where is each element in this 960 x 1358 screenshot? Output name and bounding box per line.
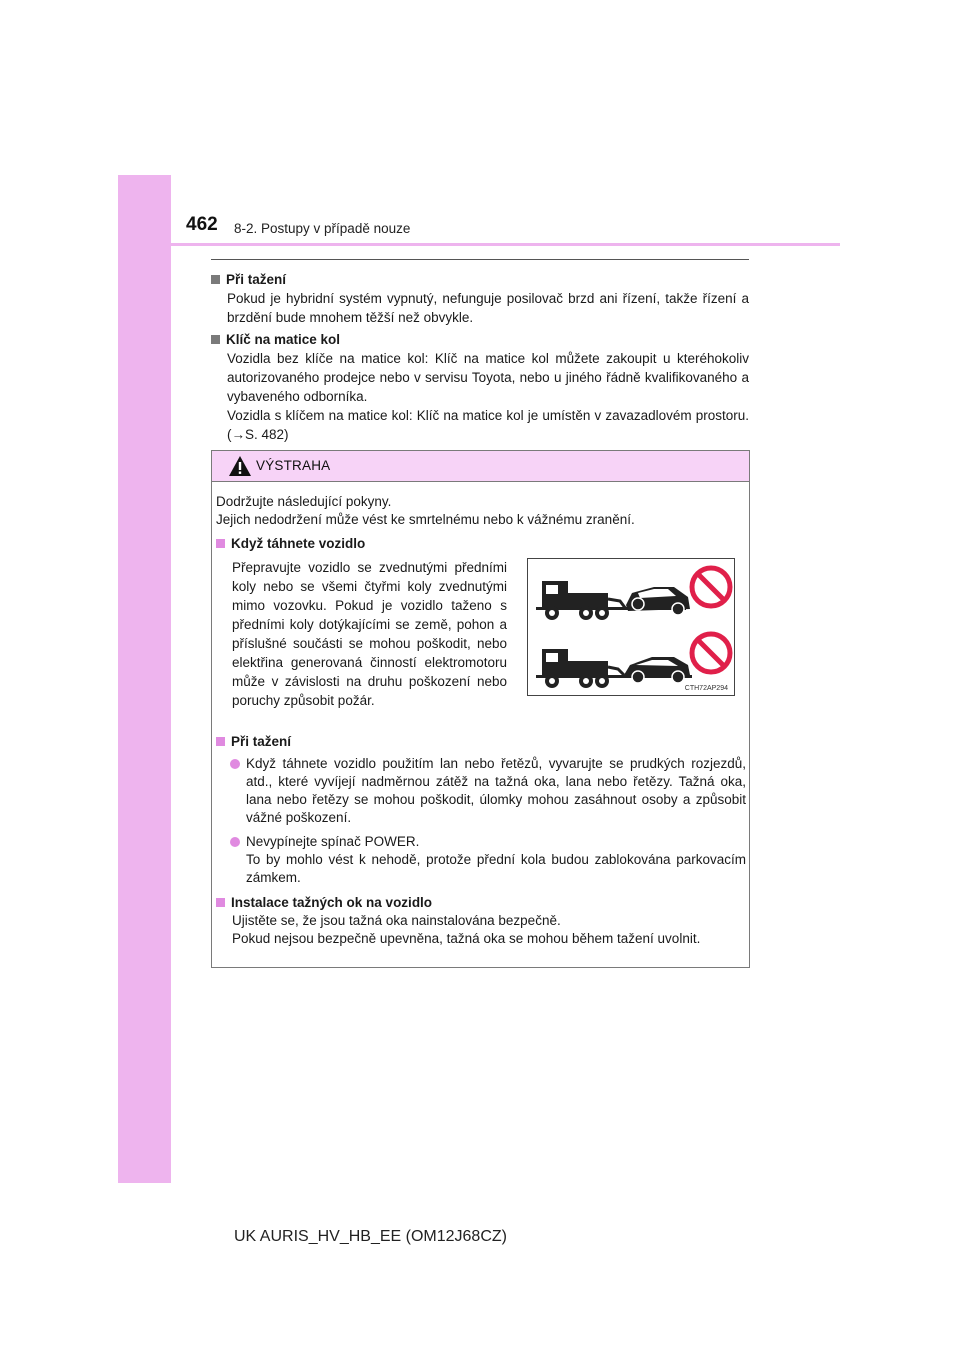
para-eyelets-2: Pokud nejsou bezpečně upevněna, tažná oka se mohou během tažení uvolnit.	[232, 931, 701, 946]
square-bullet-icon	[211, 275, 220, 284]
warning-body	[216, 493, 746, 948]
heading-towing: Při tažení	[211, 270, 749, 289]
square-bullet-icon	[216, 898, 225, 907]
warning-intro-2: Jejich nedodržení může vést ke smrtelnému nebo k vážnému zranění.	[216, 512, 635, 527]
warning-triangle-icon	[228, 455, 252, 477]
tow-truck-prohibited-illustration	[528, 559, 734, 695]
warning-header	[212, 451, 749, 482]
round-bullet-icon	[230, 759, 240, 769]
towing-section	[216, 558, 746, 728]
header-rule	[171, 243, 840, 246]
side-band	[118, 175, 171, 1183]
square-bullet-icon	[216, 539, 225, 548]
list-item: Když táhnete vozidlo použitím lan nebo řetězů, vyvarujte se prudkých rozjezdů, atd., které vyvíjejí nadměrnou zátěž na tažná oka, lana nebo řetězy. Tažná oka, lana nebo řetězy se mohou poškodit, úlomky mohou zasáhnout osoby a způsobit vážné poškození.	[246, 755, 746, 827]
list-item: Nevypínejte spínač POWER. To by mohlo vést k nehodě, protože přední kola budou zablokována parkovacím zámkem.	[246, 833, 746, 887]
round-bullet-icon	[230, 837, 240, 847]
heading-towing-2: Při tažení	[216, 732, 746, 751]
section-title: 8-2. Postupy v případě nouze	[234, 221, 411, 236]
square-bullet-icon	[216, 737, 225, 746]
para-towing: Pokud je hybridní systém vypnutý, nefunguje posilovač brzd ani řízení, takže řízení a brzdění bude mnohem těžší než obvykle.	[227, 291, 749, 325]
lifted-car-icon	[626, 587, 690, 615]
car-on-ground-icon	[624, 657, 690, 683]
para-eyelets-1: Ujistěte se, že jsou tažná oka nainstalována bezpečně.	[232, 913, 561, 928]
square-bullet-icon	[211, 335, 220, 344]
heading-wheel-nut-wrench: Klíč na matice kol	[211, 330, 749, 349]
prohibited-icon	[692, 568, 730, 606]
content-body	[211, 266, 749, 444]
figure-code: CTH72AP294	[684, 685, 728, 692]
warning-intro-1: Dodržujte následující pokyny.	[216, 494, 392, 509]
prohibited-icon	[692, 634, 730, 672]
warning-title: VÝSTRAHA	[256, 458, 331, 473]
heading-when-towing-vehicle: Když táhnete vozidlo	[216, 534, 746, 553]
towing-illustration	[527, 558, 735, 696]
content-top-rule	[211, 259, 749, 260]
para-wrench-2: Vozidla s klíčem na matice kol: Klíč na matice kol je umístěn v zavazadlovém prostoru. (→S. 482)	[227, 408, 749, 442]
para-transport-vehicle: Přepravujte vozidlo se zvednutými předními koly nebo se všemi čtyřmi koly zvednutými mimo vozovku. Pokud je vozidlo taženo s předními koly dotýkajícími se země, pohon a příslušné součásti se mohou poškodit, nebo elektřina generovaná činností elektromotoru může v závislosti na druhu poškození nebo poruchy způsobit požár.	[232, 560, 507, 708]
footer-model: UK AURIS_HV_HB_EE (OM12J68CZ)	[234, 1228, 507, 1245]
warning-box	[211, 450, 750, 968]
page-number: 462	[186, 214, 218, 235]
para-wrench-1: Vozidla bez klíče na matice kol: Klíč na matice kol můžete zakoupit u kteréhokoliv autorizovaného prodejce nebo v servisu Toyota, nebo u jiného řádně kvalifikovaného a vybaveného odborníka.	[227, 351, 749, 404]
heading-towing-eyelets: Instalace tažných ok na vozidlo	[216, 893, 746, 912]
